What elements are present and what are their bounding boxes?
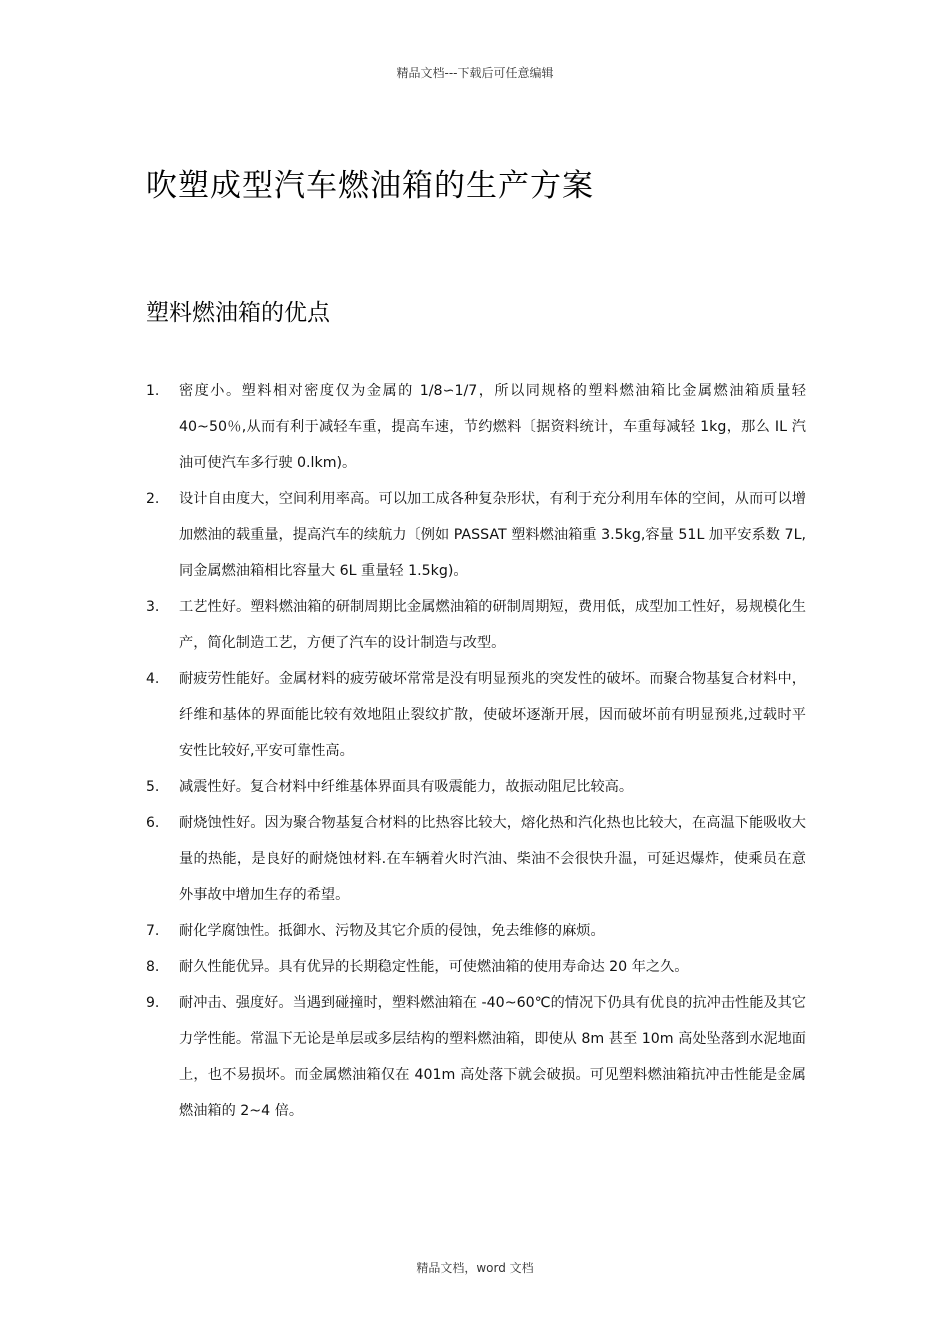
item-text: 密度小。塑料相对密度仅为金属的 1/8∽1/7，所以同规格的塑料燃油箱比金属燃油箱质量轻 40~50％,从而有利于减轻车重，提高车速，节约燃料〔据资料统计，车重每减轻 1kg，那么 IL 汽油可使汽车多行驶 0.lkm)。 [179, 383, 806, 471]
item-text: 耐冲击、强度好。当遇到碰撞时，塑料燃油箱在 -40~60℃的情况下仍具有优良的抗冲击性能及其它力学性能。常温下无论是单层或多层结构的塑料燃油箱，即使从 8m 甚至 10m 高处坠落到水泥地面上，也不易损坏。而金属燃油箱仅在 401m 高处落下就会破损。可见塑料燃油箱抗冲击性能是金属燃油箱的 2~4 倍。 [179, 995, 806, 1119]
item-number: 1. [146, 383, 160, 399]
item-text: 耐烧蚀性好。因为聚合物基复合材料的比热容比较大，熔化热和汽化热也比较大，在高温下能吸收大量的热能，是良好的耐烧蚀材料.在车辆着火时汽油、柴油不会很快升温，可延迟爆炸，使乘员在意外事故中增加生存的希望。 [179, 815, 806, 903]
item-text: 减震性好。复合材料中纤维基体界面具有吸震能力，故振动阻尼比较高。 [179, 779, 634, 795]
list-item [146, 769, 806, 805]
item-number: 6. [146, 815, 160, 831]
list-item [146, 949, 806, 985]
item-text: 工艺性好。塑料燃油箱的研制周期比金属燃油箱的研制周期短，费用低，成型加工性好，易规模化生产，简化制造工艺，方便了汽车的设计制造与改型。 [179, 599, 806, 651]
list-item [146, 373, 806, 481]
item-number: 4. [146, 671, 160, 687]
item-number: 7. [146, 923, 160, 939]
list-item [146, 985, 806, 1129]
item-number: 2. [146, 491, 160, 507]
document-title: 吹塑成型汽车燃油箱的生产方案 [146, 168, 594, 204]
item-number: 3. [146, 599, 160, 615]
item-number: 9. [146, 995, 160, 1011]
list-item [146, 589, 806, 661]
item-number: 8. [146, 959, 160, 975]
item-number: 5. [146, 779, 160, 795]
page-footer: 精品文档，word 文档 [416, 1261, 534, 1275]
item-text: 耐疲劳性能好。金属材料的疲劳破坏常常是没有明显预兆的突发性的破坏。而聚合物基复合材料中，纤维和基体的界面能比较有效地阻止裂纹扩散，使破坏逐渐开展，因而破坏前有明显预兆,过载时平安性比较好,平安可靠性高。 [179, 671, 806, 759]
list-item [146, 805, 806, 913]
advantages-list [146, 373, 806, 1129]
list-item [146, 913, 806, 949]
item-text: 耐化学腐蚀性。抵御水、污物及其它介质的侵蚀，免去维修的麻烦。 [179, 923, 605, 939]
item-text: 设计自由度大，空间利用率高。可以加工成各种复杂形状，有利于充分利用车体的空间，从而可以增加燃油的载重量，提高汽车的续航力〔例如 PASSAT 塑料燃油箱重 3.5kg,容量 51L 加平安系数 7L,同金属燃油箱相比容量大 6L 重量轻 1.5kg)。 [179, 491, 806, 579]
list-item [146, 661, 806, 769]
section-title: 塑料燃油箱的优点 [146, 300, 330, 326]
list-item [146, 481, 806, 589]
item-text: 耐久性能优异。具有优异的长期稳定性能，可使燃油箱的使用寿命达 20 年之久。 [179, 959, 689, 975]
page-header: 精品文档---下载后可任意编辑 [396, 66, 554, 80]
